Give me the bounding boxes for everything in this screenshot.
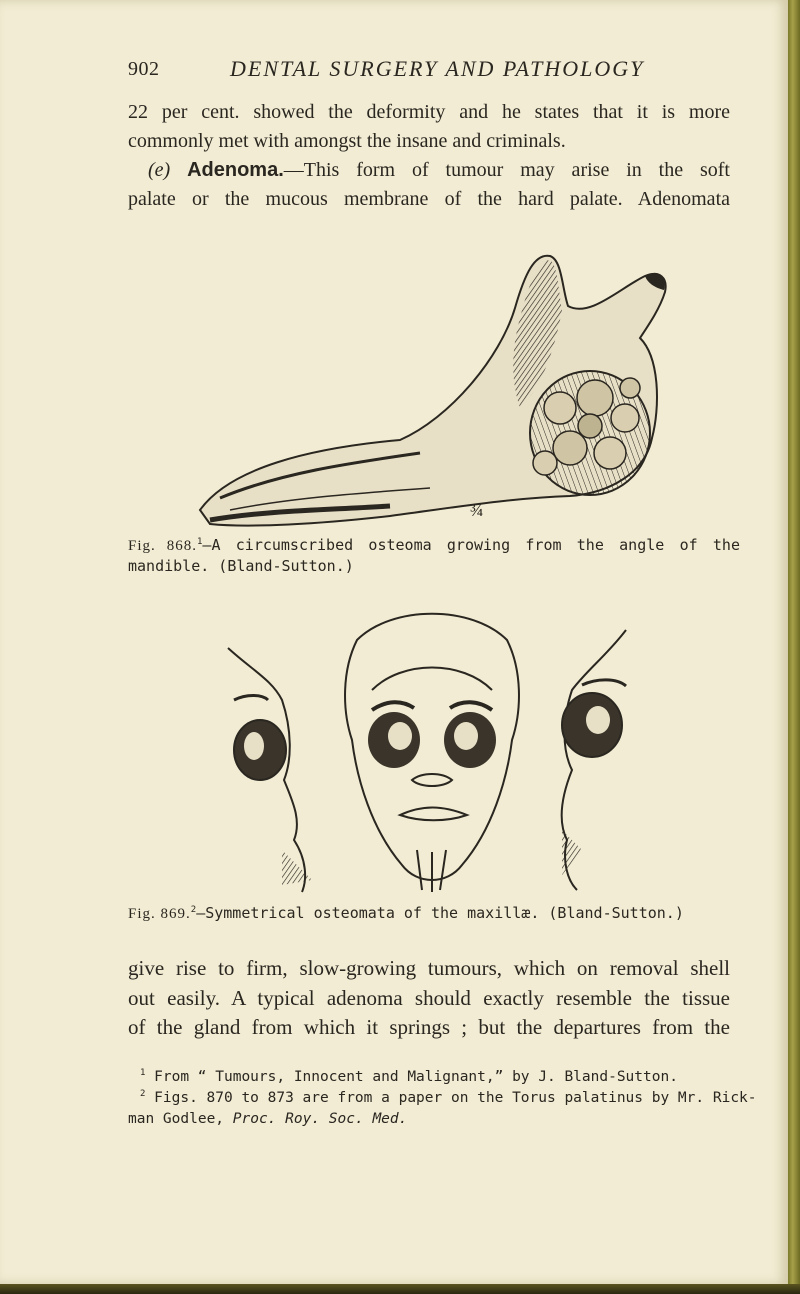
text-line: commonly met with amongst the insane and criminals.	[128, 130, 566, 152]
footnote-text: man Godlee,	[128, 1111, 233, 1127]
footnote-mark: 2	[140, 1089, 146, 1100]
text-line: give rise to firm, slow-growing tumours, which on removal shell	[128, 956, 730, 980]
figure-maxillae-osteomata-illustration	[222, 600, 632, 898]
right-profile-view	[562, 630, 626, 890]
paragraph-bottom	[128, 954, 730, 1043]
caption-text: —Symmetrical osteomata of the maxillæ. (Bland-Sutton.)	[196, 904, 684, 922]
footnote-text: From “ Tumours, Innocent and Malignant,” by J. Bland-Sutton.	[145, 1069, 678, 1085]
running-head: DENTAL SURGERY AND PATHOLOGY	[230, 56, 645, 81]
figure-868-caption	[128, 535, 740, 576]
caption-line: mandible. (Bland-Sutton.)	[128, 557, 354, 575]
book-edge-right	[788, 0, 800, 1294]
figure-869-caption	[128, 903, 740, 924]
figure-label: Fig. 868.	[128, 538, 197, 554]
footnote-1	[128, 1067, 738, 1088]
text-line: palate or the mucous membrane of the hard palate. Adenomata	[128, 188, 730, 210]
section-marker: (e)	[148, 159, 188, 181]
frontal-face-view	[345, 614, 519, 892]
osteoma-mass	[530, 371, 650, 495]
footnote-2	[128, 1088, 757, 1109]
section-heading: Adenoma.	[187, 159, 284, 181]
scale-mark: ¾	[470, 500, 484, 520]
figure-label: Fig. 869.	[128, 906, 191, 922]
footnote-text: Figs. 870 to 873 are from a paper on the Torus palatinus by Mr. Rick-	[145, 1090, 757, 1106]
figure-mandible-osteoma-illustration	[190, 248, 670, 530]
journal-title: Proc. Roy. Soc. Med.	[232, 1111, 408, 1127]
footnote-ref: 2	[190, 905, 197, 915]
left-profile-view	[228, 648, 312, 892]
text-line: of the gland from which it springs ; but the departures from the	[128, 1015, 730, 1039]
caption-text: —A circumscribed osteoma growing from the angle of the	[202, 536, 740, 554]
footnote-2-continued	[128, 1109, 738, 1130]
paragraph-top	[128, 98, 730, 214]
text-line: 22 per cent. showed the deformity and he states that it is more	[128, 101, 730, 123]
caption-line	[128, 535, 740, 556]
text-line: out easily. A typical adenoma should exactly resemble the tissue	[128, 985, 730, 1010]
text-line-adenoma	[128, 156, 730, 185]
footnotes	[128, 1067, 757, 1130]
caption-line	[128, 903, 740, 924]
footnote-mark: 1	[140, 1068, 146, 1079]
page-number: 902	[128, 58, 160, 80]
book-edge-bottom	[0, 1284, 800, 1294]
text-span: —This form of tumour may arise in the soft	[283, 159, 730, 181]
footnote-ref: 1	[197, 537, 203, 547]
